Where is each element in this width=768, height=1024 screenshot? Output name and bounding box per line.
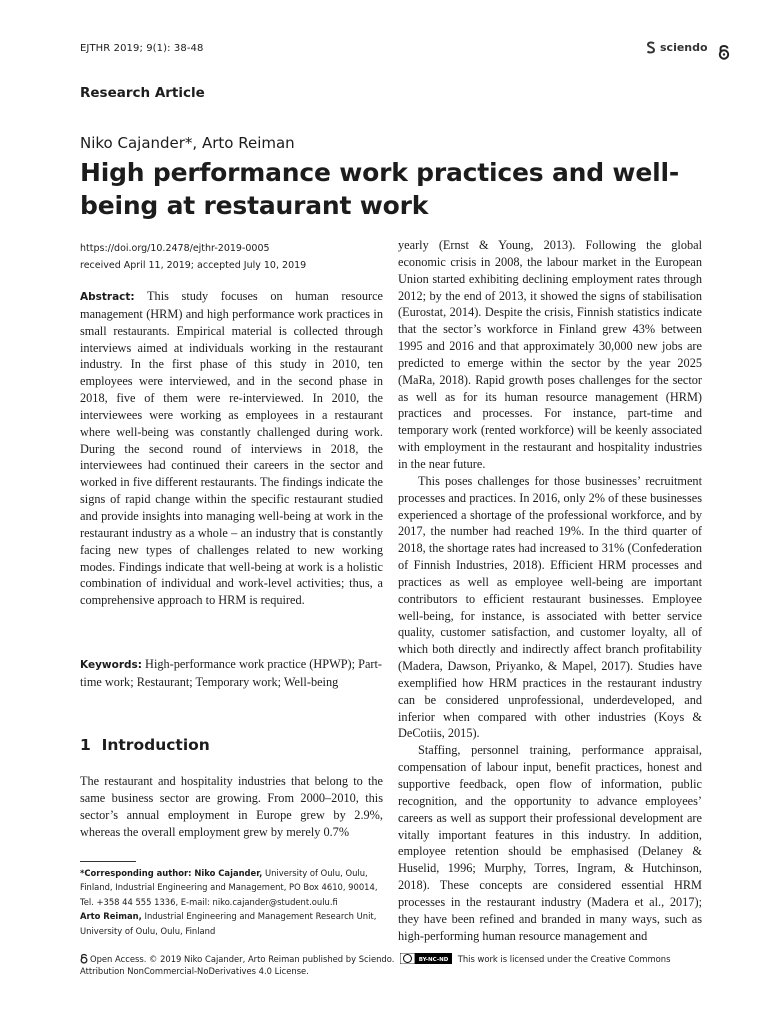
license-text-2: This work is licensed under the Creative Commons Attribution NonCommercial-NoDerivatives 4.0 License. [80,954,671,976]
abstract-text: This study focuses on human resource management (HRM) and high performance work practices in small restaurants. Empirical material is collected through interviews aimed at individuals working in the restaurant industry. In the first phase of this study in 2010, ten employees were interviewed, and in the second phase in 2018, five of them were re-interviewed. In 2010, the interviewees were working as employees in a restaurant where well-being was constantly challenged during work. During the second round of interviews in 2018, the interviewees had continued their careers in the sector and worked in five different restaurants. The findings indicate the signs of rapid change within the specific restaurant studied and provide insights into managing well-being at work in the restaurant industry as a whole – an industry that is constantly facing new types of challenges related to new working modes. Findings indicate that well-being at work is a holistic combination of individual and work-level activities; thus, a comprehensive approach to HRM is required. [80,289,383,608]
author-footnote [80,866,383,938]
open-access-icon [80,953,88,964]
paragraph: yearly (Ernst & Young, 2013). Following the global economic crisis in 2008, the labour market in the European Union started exhibiting declining employment rates through 2012; by the end of 2013, it showed the signs of stabilisation (Eurostat, 2014). Despite the crisis, Finnish statistics indicate that the sector’s workforce in Finland grew 43% between 1995 and 2016 and that approximately 30,000 new jobs are predicted to emerge within the sector by the year 2025 (MaRa, 2018). Rapid growth poses challenges for the sector as well as for its human resource management (HRM) practices and processes. For instance, part-time and temporary work (rented workforce) will be keenly associated with employment in the restaurant and hospitality industries in the near future. [398,238,702,471]
footnote-divider [80,861,136,862]
second-author-text: Industrial Engineering and Management Research Unit, University of Oulu, Oulu, Finland [80,911,377,936]
publisher-logo [646,41,708,54]
paragraph: Staffing, personnel training, performance appraisal, compensation of labour input, benefit practices, honest and supportive feedback, open flow of information, public recognition, and the opportunity to advance employees’ careers as well as support their professional development are vitally important features in this industry. In addition, employee retention should be emphasised (Delaney & Huselid, 1996; Murphy, Torres, Ingram, & Hutchinson, 2018). These concepts are considered essential HRM processes in the restaurant industry (Madera et al., 2017); they have been refined and branded in many ways, such as high-performing human resource management and [398,743,702,943]
article-type: Research Article [80,85,205,101]
section-heading [80,736,210,754]
intro-paragraph: The restaurant and hospitality industries that belong to the same business sector are growing. From 2000–2010, this sector’s annual employment in Europe grew by 2.9%, whereas the overall employment grew by merely 0.7% [80,774,383,839]
keywords [80,656,383,691]
section-number: 1 [80,736,91,754]
sciendo-logo-icon [646,41,656,54]
corresponding-author-label: *Corresponding author: Niko Cajander, [80,868,263,878]
received-dates: received April 11, 2019; accepted July 10, 2019 [80,260,307,271]
authors: Niko Cajander*, Arto Reiman [80,134,295,152]
cc-badge-label: BY-NC-ND [418,957,449,963]
publisher-name: sciendo [660,41,708,54]
article-title: High performance work practices and well-being at restaurant work [80,158,680,220]
article-meta [80,240,306,274]
corresponding-author-text: University of Oulu, Oulu, Finland, Industrial Engineering and Management, PO Box 4610, 90014, Tel. +358 44 555 1336, E-mail: niko.cajander@student.oulu.fi [80,868,378,907]
license-notice [80,953,705,977]
abstract [80,288,383,609]
journal-citation: EJTHR 2019; 9(1): 38-48 [80,43,204,54]
license-text-1: Open Access. © 2019 Niko Cajander, Arto Reiman published by Sciendo. [90,954,395,964]
second-author-label: Arto Reiman, [80,911,142,922]
doi-link[interactable]: https://doi.org/10.2478/ejthr-2019-0005 [80,243,270,254]
paragraph: This poses challenges for those businesses’ recruitment processes and practices. In 2016, only 2% of these businesses experienced a shortage of the professional workforce, and by 2017, the number had reached 19%. In the third quarter of 2018, the shortage rates had increased to 31% (Confederation of Finnish Industries, 2018). Efficient HRM processes and practices as well as employee well-being are important contributors to efficient restaurant businesses. Employee well-being, for instance, is associated with better service quality, customer satisfaction, and customer loyalty, all of which both directly and indirectly affect branch profitability (Madera, Dawson, Priyanko, & Mapel, 2017). Studies have exemplified how HRM practices in the restaurant industry can be considered unprofessional, underdeveloped, and inferior when compared with other industries (Koys & DeCotiis, 2015). [398,473,702,741]
cc-license-badge-icon[interactable] [400,953,452,964]
keywords-text: High-performance work practice (HPWP); Part-time work; Restaurant; Temporary work; Well-being [80,657,383,689]
keywords-label: Keywords: [80,659,142,671]
section-title: Introduction [101,736,210,754]
abstract-label: Abstract: [80,291,135,303]
right-column [398,237,702,944]
open-access-icon [718,44,730,60]
